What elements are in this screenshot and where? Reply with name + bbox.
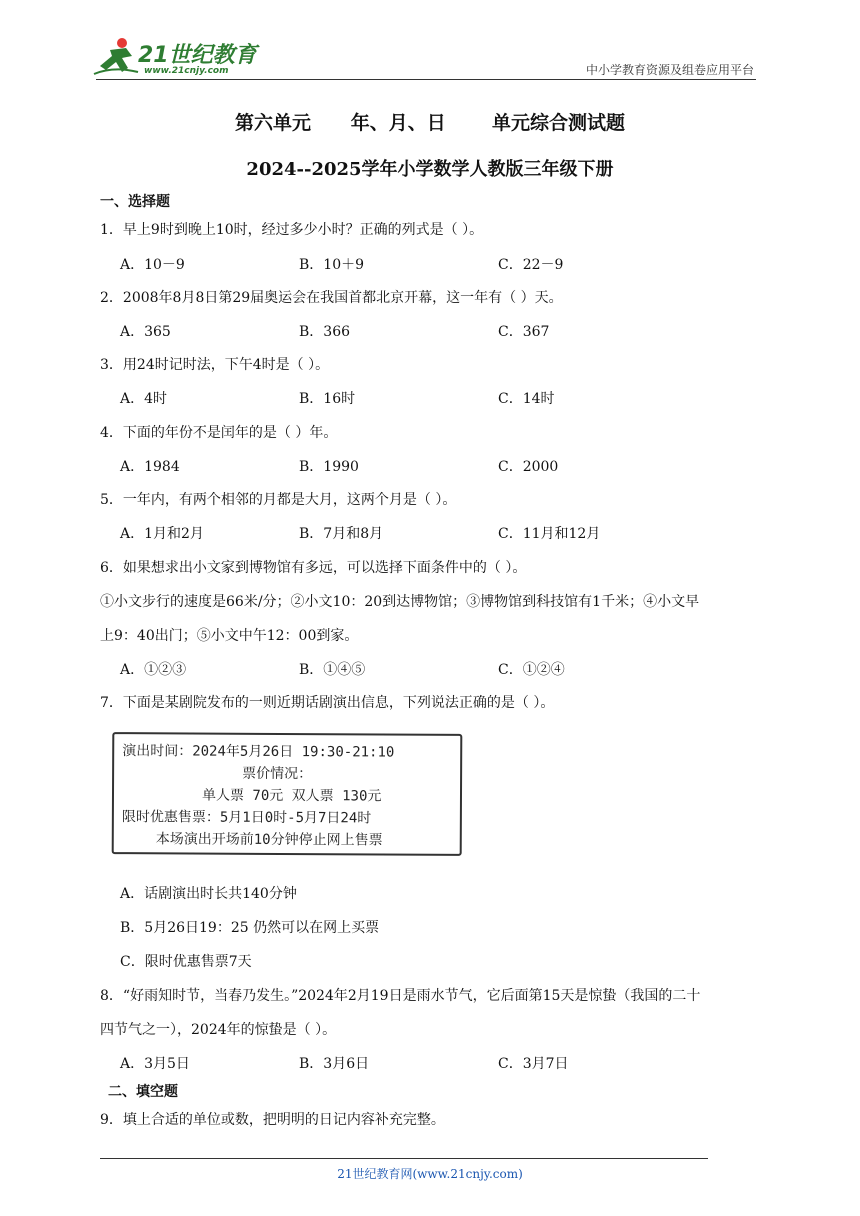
- footer-link[interactable]: 21世纪教育网(www.21cnjy.com): [337, 1167, 523, 1181]
- runner-icon: [92, 36, 140, 80]
- question-7: 7．下面是某剧院发布的一则近期话剧演出信息，下列说法正确的是（ ）。: [100, 695, 555, 711]
- option-c: C．3月7日: [498, 1056, 569, 1072]
- page-subtitle: 2024--2025学年小学数学人教版三年级下册: [246, 159, 614, 180]
- logo-name: 21世纪教育: [138, 43, 257, 68]
- option-b: B．1990: [299, 459, 359, 475]
- option-c: C．①②④: [498, 662, 565, 678]
- info-online-cutoff: 本场演出开场前10分钟停止网上售票: [155, 831, 383, 849]
- question-6-conditions-line2: 上9：40出门；⑤小文中午12：00到家。: [100, 628, 359, 644]
- page-title: 第六单元 年、月、日 单元综合测试题: [235, 112, 625, 134]
- option-c: C．11月和12月: [498, 526, 601, 542]
- performance-info-box: [112, 732, 463, 856]
- footer-divider: [100, 1158, 708, 1159]
- platform-name: 中小学教育资源及组卷应用平台: [585, 63, 754, 77]
- option-b: B．366: [299, 324, 351, 340]
- question-2: 2．2008年8月8日第29届奥运会在我国首都北京开幕，这一年有（ ）天。: [100, 290, 563, 306]
- option-a: A．1984: [120, 459, 180, 475]
- option-c: C．2000: [498, 459, 559, 475]
- info-price-heading: 票价情况：: [242, 765, 313, 783]
- option-a: A．3月5日: [120, 1056, 190, 1072]
- info-prices: 单人票 70元 双人票 130元: [201, 787, 382, 805]
- option-a: A．话剧演出时长共140分钟: [120, 886, 297, 902]
- question-6: 6．如果想求出小文家到博物馆有多远，可以选择下面条件中的（ ）。: [100, 560, 527, 576]
- site-logo[interactable]: [92, 36, 262, 82]
- section-heading-choice: 一、选择题: [100, 194, 170, 210]
- option-c: C．22－9: [498, 257, 564, 273]
- option-c: C．限时优惠售票7天: [120, 954, 252, 970]
- option-a: A．4时: [120, 391, 168, 407]
- option-c: C．14时: [498, 391, 555, 407]
- option-b: B．16时: [299, 391, 356, 407]
- option-b: B．7月和8月: [299, 526, 384, 542]
- question-9: 9．填上合适的单位或数，把明明的日记内容补充完整。: [100, 1112, 445, 1128]
- option-a: A．10－9: [120, 257, 185, 273]
- option-b: B．①④⑤: [299, 662, 366, 678]
- option-a: A．365: [120, 324, 171, 340]
- header-divider: [96, 79, 756, 80]
- question-8-line2: 四节气之一），2024年的惊蛰是（ ）。: [100, 1022, 337, 1038]
- option-b: B．10＋9: [299, 257, 365, 273]
- option-a: A．1月和2月: [120, 526, 204, 542]
- question-8: 8．“好雨知时节，当春乃发生。”2024年2月19日是雨水节气，它后面第15天是惊蛰（我国的二十: [100, 988, 701, 1004]
- info-showtime: 演出时间：2024年5月26日 19:30-21:10: [122, 743, 395, 761]
- logo-url: www.21cnjy.com: [144, 66, 229, 76]
- section-heading-fill: 二、填空题: [108, 1084, 178, 1100]
- info-discount-period: 限时优惠售票：5月1日0时-5月7日24时: [121, 809, 372, 827]
- question-6-conditions-line1: ①小文步行的速度是66米/分；②小文10：20到达博物馆；③博物馆到科技馆有1千米；④小文早: [100, 594, 700, 610]
- option-a: A．①②③: [120, 662, 187, 678]
- question-1: 1．早上9时到晚上10时，经过多少小时？正确的列式是（ ）。: [100, 222, 484, 238]
- option-b: B．3月6日: [299, 1056, 370, 1072]
- option-c: C．367: [498, 324, 550, 340]
- option-b: B．5月26日19：25 仍然可以在网上买票: [120, 920, 380, 936]
- question-4: 4．下面的年份不是闰年的是（ ）年。: [100, 425, 338, 441]
- question-3: 3．用24时记时法，下午4时是（ ）。: [100, 357, 330, 373]
- question-5: 5．一年内，有两个相邻的月都是大月，这两个月是（ ）。: [100, 492, 457, 508]
